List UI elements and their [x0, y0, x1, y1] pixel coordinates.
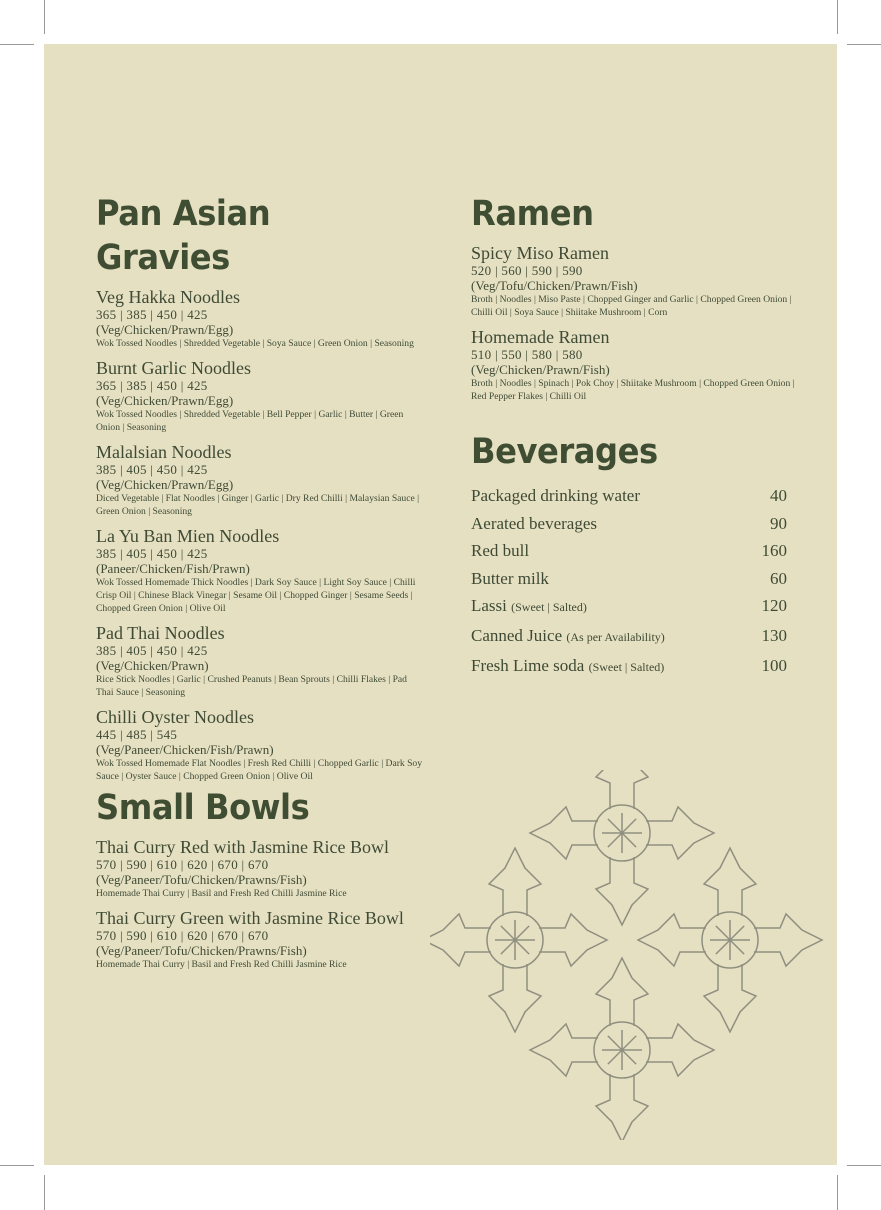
beverage-note: (Sweet | Salted) — [511, 600, 587, 615]
section-small-bowls — [96, 786, 426, 980]
ornament-flower — [530, 770, 714, 925]
section-title: Beverages — [471, 432, 658, 472]
item-variants: (Veg/Chicken/Prawn/Egg) — [96, 322, 234, 337]
item-name: Thai Curry Red with Jasmine Rice Bowl — [96, 837, 389, 857]
item-name: Chilli Oyster Noodles — [96, 707, 254, 727]
beverage-row — [471, 510, 787, 538]
item-variants: (Veg/Tofu/Chicken/Prawn/Fish) — [471, 278, 638, 293]
item-price: 365 | 385 | 450 | 425 — [96, 378, 208, 393]
crop-mark — [837, 1175, 838, 1210]
section-pan-asian — [96, 192, 426, 792]
ornament-pattern — [430, 770, 830, 1140]
item-variants: (Veg/Chicken/Prawn) — [96, 658, 209, 673]
menu-item — [96, 838, 426, 900]
beverage-price: 130 — [761, 625, 787, 645]
beverage-price: 120 — [761, 596, 787, 616]
crop-mark — [837, 0, 838, 34]
item-price: 385 | 405 | 450 | 425 — [96, 546, 208, 561]
item-description: Diced Vegetable | Flat Noodles | Ginger | Garlic | Dry Red Chilli | Malaysian Sauce | Green Onion | Seasoning — [96, 493, 420, 517]
item-price: 510 | 550 | 580 | 580 — [471, 347, 583, 362]
beverage-price: 100 — [761, 655, 787, 675]
item-price: 385 | 405 | 450 | 425 — [96, 462, 208, 477]
item-name: Veg Hakka Noodles — [96, 287, 240, 307]
item-description: Broth | Noodles | Spinach | Pok Choy | Shiitake Mushroom | Chopped Green Onion | Red Pepper Flakes | Chilli Oil — [471, 378, 795, 402]
item-price: 385 | 405 | 450 | 425 — [96, 643, 208, 658]
item-description: Wok Tossed Noodles | Shredded Vegetable | Soya Sauce | Green Onion | Seasoning — [96, 338, 414, 349]
beverage-label: Packaged drinking water — [471, 486, 640, 505]
beverage-note: (As per Availability) — [566, 629, 665, 644]
beverage-price: 90 — [770, 513, 787, 533]
section-title: Ramen — [471, 194, 594, 234]
item-description: Broth | Noodles | Miso Paste | Chopped Ginger and Garlic | Chopped Green Onion | Chilli Oil | Soya Sauce | Shiitake Mushroom | Corn — [471, 294, 792, 318]
item-name: Homemade Ramen — [471, 327, 610, 347]
menu-item — [96, 909, 426, 971]
item-price: 570 | 590 | 610 | 620 | 670 | 670 — [96, 857, 269, 872]
beverage-label: Aerated beverages — [471, 513, 598, 533]
beverage-note: (Sweet | Salted) — [588, 659, 665, 674]
beverage-label: Lassi — [471, 596, 507, 616]
item-name: Burnt Garlic Noodles — [96, 358, 251, 378]
beverage-price: 40 — [770, 486, 787, 505]
item-variants: (Veg/Chicken/Prawn/Egg) — [96, 393, 234, 408]
beverage-name — [471, 592, 587, 622]
crop-mark — [44, 0, 45, 34]
item-price: 365 | 385 | 450 | 425 — [96, 307, 208, 322]
item-variants: (Veg/Chicken/Prawn/Fish) — [471, 362, 610, 377]
beverage-name — [471, 652, 664, 682]
item-name: Thai Curry Green with Jasmine Rice Bowl — [96, 908, 404, 928]
item-description: Wok Tossed Noodles | Shredded Vegetable | Bell Pepper | Garlic | Butter | Green Onion | Seasoning — [96, 409, 404, 433]
section-ramen — [471, 192, 801, 412]
beverage-label: Canned Juice — [471, 625, 563, 645]
ornament-flower — [430, 848, 607, 1032]
item-variants: (Veg/Paneer/Chicken/Fish/Prawn) — [96, 742, 274, 757]
section-title: Small Bowls — [96, 788, 310, 828]
beverage-row — [471, 537, 787, 565]
item-price: 445 | 485 | 545 — [96, 727, 178, 742]
item-variants: (Paneer/Chicken/Fish/Prawn) — [96, 561, 250, 576]
menu-item — [96, 443, 426, 518]
item-description: Homemade Thai Curry | Basil and Fresh Red Chilli Jasmine Rice — [96, 959, 347, 970]
item-price: 570 | 590 | 610 | 620 | 670 | 670 — [96, 928, 269, 943]
item-name: Spicy Miso Ramen — [471, 243, 609, 263]
beverage-label: Butter milk — [471, 568, 549, 588]
item-description: Wok Tossed Homemade Flat Noodles | Fresh Red Chilli | Chopped Garlic | Dark Soy Sauce | Oyster Sauce | Chopped Green Onion | Olive Oil — [96, 758, 423, 782]
item-description: Wok Tossed Homemade Thick Noodles | Dark Soy Sauce | Light Soy Sauce | Chilli Crisp Oil | Chinese Black Vinegar | Sesame Oil | Chopped Ginger | Sesame Seeds | Chopped Green Onion | Olive Oil — [96, 577, 416, 614]
beverage-name — [471, 622, 665, 652]
menu-item — [471, 328, 801, 403]
menu-item — [96, 708, 426, 783]
beverage-row — [471, 592, 787, 622]
beverage-row — [471, 622, 787, 652]
crop-mark — [0, 1165, 34, 1166]
menu-item — [471, 244, 801, 319]
beverage-name — [471, 565, 549, 593]
item-description: Homemade Thai Curry | Basil and Fresh Red Chilli Jasmine Rice — [96, 888, 347, 899]
beverage-name — [471, 482, 640, 510]
menu-item — [96, 288, 426, 350]
beverage-name — [471, 537, 529, 565]
crop-mark — [847, 44, 881, 45]
beverage-label: Red bull — [471, 541, 530, 561]
item-name: Malalsian Noodles — [96, 442, 232, 462]
crop-mark — [847, 1165, 881, 1166]
beverage-name — [471, 510, 597, 538]
section-beverages — [471, 430, 801, 681]
section-title: Pan Asian Gravies — [96, 194, 271, 278]
crop-mark — [0, 44, 34, 45]
item-variants: (Veg/Paneer/Tofu/Chicken/Prawns/Fish) — [96, 943, 307, 958]
menu-item — [96, 527, 426, 615]
ornament-flower — [530, 958, 714, 1140]
item-price: 520 | 560 | 590 | 590 — [471, 263, 583, 278]
beverage-price: 160 — [761, 541, 787, 561]
beverage-row — [471, 565, 787, 593]
beverage-price: 60 — [770, 568, 787, 588]
item-name: Pad Thai Noodles — [96, 623, 225, 643]
menu-item — [96, 359, 426, 434]
item-variants: (Veg/Paneer/Tofu/Chicken/Prawns/Fish) — [96, 872, 307, 887]
item-variants: (Veg/Chicken/Prawn/Egg) — [96, 477, 234, 492]
beverage-row — [471, 652, 787, 682]
menu-item — [96, 624, 426, 699]
beverage-row — [471, 482, 787, 510]
item-name: La Yu Ban Mien Noodles — [96, 526, 280, 546]
item-description: Rice Stick Noodles | Garlic | Crushed Peanuts | Bean Sprouts | Chilli Flakes | Pad Thai Sauce | Seasoning — [96, 674, 407, 698]
ornament-flower — [638, 848, 822, 1032]
crop-mark — [44, 1175, 45, 1210]
beverage-label: Fresh Lime soda — [471, 655, 585, 675]
